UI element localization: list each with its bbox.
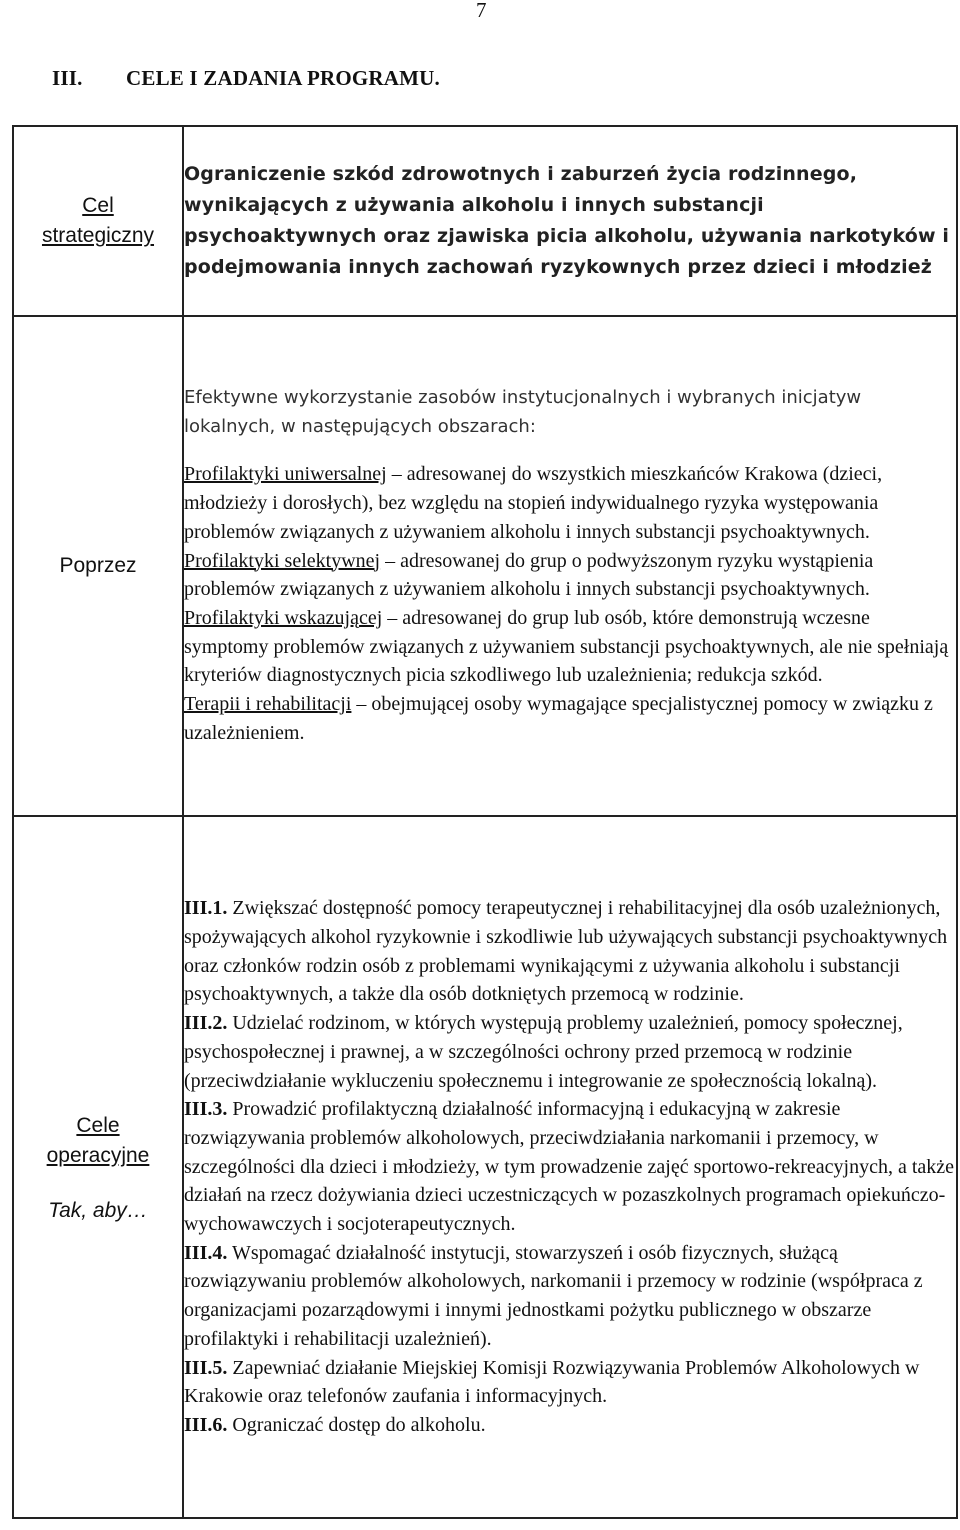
- goal-number: III.4.: [184, 1241, 228, 1264]
- strategic-goal-cell: [183, 126, 957, 316]
- goal-number: III.6.: [184, 1413, 228, 1436]
- goal-text: Wspomagać działalność instytucji, stowarzyszeń i osób fizycznych, służącą rozwiązywaniu problemów alkoholowych, narkomanii i przemocy w rodzinie (współpraca z organizacjami pozarządowymi i innymi jednostkami pożytku publicznego w obszarze profilaktyki i rehabilitacji uzależnień).: [184, 1241, 923, 1350]
- goal-number: III.3.: [184, 1098, 228, 1121]
- area-indicated: [184, 604, 956, 690]
- section-heading: [52, 66, 440, 91]
- goal-text: Ograniczać dostęp do alkoholu.: [227, 1413, 486, 1436]
- area-name: Profilaktyki selektywnej: [184, 549, 381, 572]
- means-label: Poprzez: [13, 316, 183, 816]
- goal-number: III.1.: [184, 897, 228, 920]
- program-goals-table: [12, 125, 958, 1519]
- operational-goal: [184, 1239, 956, 1354]
- operational-goals-row: [13, 816, 957, 1518]
- goal-text: Prowadzić profilaktyczną działalność informacyjną i edukacyjną w zakresie rozwiązywania problemów alkoholowych, przeciwdziałania narkomanii i przemocy, w szczególności dla dzieci i młodzieży, w tym prowadzenie zajęć sportowo-rekreacyjnych, a także działań na rzecz dożywiania dzieci uczestniczących w pozaszkolnych programach opiekuńczo-wychowawczych i socjoterapeutycznych.: [184, 1098, 955, 1236]
- goal-number: III.2.: [184, 1012, 228, 1035]
- strategic-goal-text: Ograniczenie szkód zdrowotnych i zaburzeń życia rodzinnego, wynikających z używania alkoholu i innych substancji psychoaktywnych oraz zjawiska picia alkoholu, używania narkotyków i podejmowania innych zachowań ryzykownych przez dzieci i młodzież: [184, 163, 950, 278]
- strategic-goal-row: [13, 126, 957, 316]
- operational-goals-cell: [183, 816, 957, 1518]
- area-selective: [184, 547, 956, 604]
- operational-goals-sublabel: Tak, aby…: [48, 1199, 148, 1222]
- area-therapy: [184, 690, 956, 747]
- section-number: III.: [52, 66, 83, 90]
- operational-goal: [184, 1411, 956, 1440]
- operational-goal: [184, 1009, 956, 1095]
- area-name: Profilaktyki uniwersalnej: [184, 463, 387, 486]
- operational-goal: [184, 1354, 956, 1411]
- area-description: – adresowanej do grup o podwyższonym ryzyku wystąpienia problemów związanych z używaniem alkoholu i innych substancji psychoaktywnych.: [184, 549, 874, 601]
- goal-text: Zwiększać dostępność pomocy terapeutycznej i rehabilitacyjnej dla osób uzależnionych, spożywających alkohol ryzykownie i szkodliwie lub używających substancji psychoaktywnych oraz członków rodzin osób z problemami wynikającymi z używania alkoholu i substancji psychoaktywnych, a także dla osób dotkniętych przemocą w rodzinie.: [184, 897, 948, 1006]
- area-description: – obejmującej osoby wymagające specjalistycznej pomocy w związku z uzależnieniem.: [184, 693, 933, 744]
- means-intro: Efektywne wykorzystanie zasobów instytucjonalnych i wybranych inicjatyw lokalnych, w następujących obszarach:: [184, 387, 862, 437]
- area-description: – adresowanej do wszystkich mieszkańców Krakowa (dzieci, młodzieży i dorosłych), bez względu na stopień indywidualnego ryzyka występowania problemów związanych z używaniem alkoholu i innych substancji psychoaktywnych.: [184, 463, 883, 543]
- operational-goals-label-line-2: operacyjne: [46, 1144, 150, 1167]
- means-cell: [183, 316, 957, 816]
- area-name: Profilaktyki wskazującej: [184, 607, 383, 629]
- strategic-goal-label: [13, 126, 183, 316]
- page-number: 7: [476, 0, 487, 22]
- operational-goals-label: [13, 816, 183, 1518]
- operational-goal: [184, 894, 956, 1009]
- means-row: [13, 316, 957, 816]
- area-description: – adresowanej do grup lub osób, które demonstrują wczesne symptomy problemów związanych z używaniem substancji psychoaktywnych, ale nie spełniają kryteriów diagnostycznych picia szkodliwego lub uzależnienia; redukcja szkód.: [184, 607, 949, 687]
- area-universal: [184, 460, 956, 546]
- goal-text: Udzielać rodzinom, w których występują problemy uzależnień, pomocy społecznej, psychospołecznej i prawnej, a w szczególności ochrony przed przemocą w rodzinie (przeciwdziałanie wykluczeniu społecznemu i integrowanie ze społecznością lokalną).: [184, 1012, 903, 1092]
- goal-number: III.5.: [184, 1356, 228, 1379]
- goal-text: Zapewniać działanie Miejskiej Komisji Rozwiązywania Problemów Alkoholowych w Krakowie oraz telefonów zaufania i informacyjnych.: [184, 1356, 920, 1408]
- strategic-goal-label-line-2: strategiczny: [41, 224, 155, 247]
- operational-goals-label-line-1: Cele: [76, 1114, 120, 1137]
- section-title: CELE I ZADANIA PROGRAMU.: [126, 66, 440, 90]
- area-name: Terapii i rehabilitacji: [184, 693, 352, 716]
- operational-goal: [184, 1095, 956, 1239]
- strategic-goal-label-line-1: Cel: [82, 194, 114, 217]
